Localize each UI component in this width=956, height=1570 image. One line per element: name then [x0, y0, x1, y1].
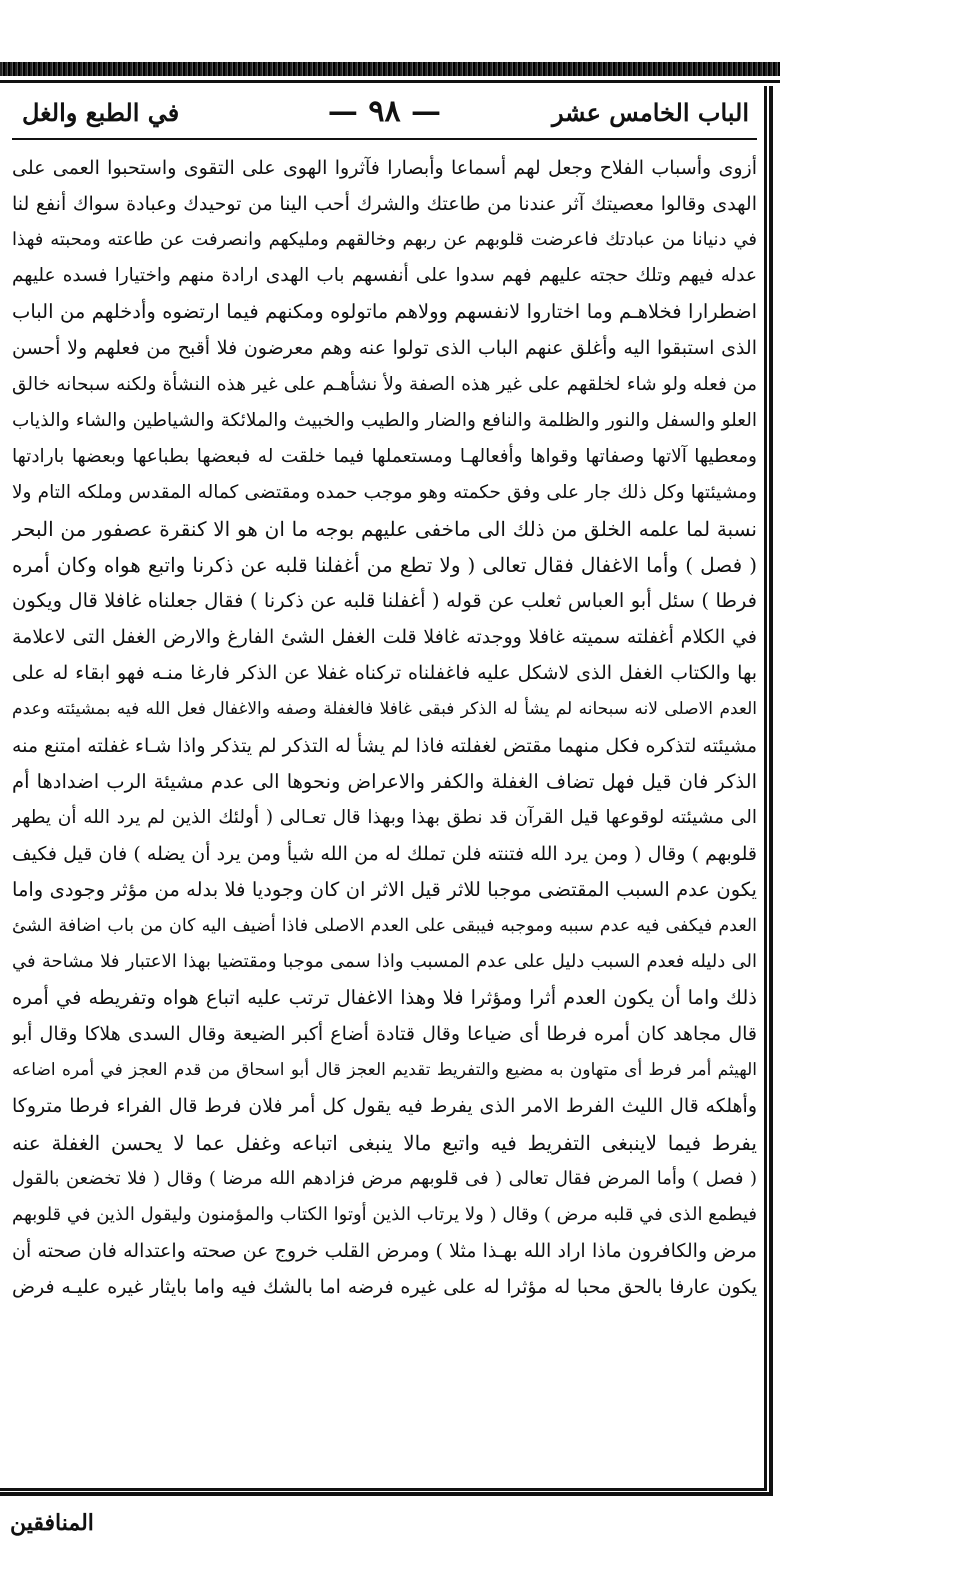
text-line: يكون عدم السبب المقتضى موجبا للاثر قيل الاثر ان كان وجوديا فلا بدله من مؤثر وجودى واما — [12, 877, 757, 901]
running-header — [12, 92, 757, 140]
text-line: من فعله ولو شاء لخلقهم على غير هذه الصفة ولأ نشأهـم على غير هذه النشأة ولكنه سبحانه خالق — [12, 373, 757, 395]
text-line: العلو والسفل والنور والظلمة والنافع والضار والطيب والخبيث والملائكة والشياطين والشاء والذياب — [12, 409, 757, 431]
text-line: ( فصل ) وأما الاغفال فقال تعالى ( ولا تطع من أغفلنا قلبه عن ذكرنا واتبع هواه وكان أمره — [12, 553, 757, 578]
text-line: في الكلام أغفلته سميته غافلا ووجدته غافلا قلت الغفل الشئ الفارغ والارض الغفل التى لاعلامة — [12, 626, 757, 649]
text-line: أزوى وأسباب الفلاح وجعل لهم أسماعا وأبصارا فآثروا الهوى على التقوى واستحبوا العمى على — [12, 157, 757, 179]
catchword: المنافقين — [10, 1510, 94, 1536]
page-number: — ٩٨ — — [327, 94, 442, 129]
text-line: نسبة لما علمه الخلق من ذلك الى ماخفى عليهم بوجه ما ان هو الا كنقرة عصفور من البحر — [12, 516, 757, 541]
frame-bottom-border — [0, 1492, 773, 1496]
text-line: الى مشيئته لوقوعها قيل القرآن قد نطق بهذا وبهذا قال تعـالى ( أولئك الذين لم يرد الله أن يطهر — [12, 806, 757, 828]
text-line: فرطا ) سئل أبو العباس ثعلب عن قوله ( أغفلنا قلبه عن ذكرنا ) فقال جعلناه غافلا قال ويكون — [12, 589, 757, 613]
text-line: الذكر فان قيل فهل تضاف الغفلة والكفر والاعراض ونحوها الى عدم مشيئة الرب اضدادها أم — [12, 769, 757, 793]
body-text — [12, 150, 757, 1305]
text-line: الى دليله فعدم السبب دليل على عدم المسبب واذا سمى موجبا ومقتضيا بهذا الاعتبار فلا مشاحة في — [12, 951, 757, 973]
text-line: قال مجاهد كان أمره فرطا أى ضياعا وقال قتادة أضاع أكبر الضيعة وقال السدى هلاكا وقال أبو — [12, 1023, 757, 1046]
text-line: مرض والكافرون ماذا اراد الله بهـذا مثلا ) ومرض القلب خروج عن صحته واعتداله فان صحته أن — [12, 1239, 757, 1262]
text-line: في دنيانا من عبادتك فاعرضت قلوبهم عن ربهم وخالقهم ومليكهم وانصرفت عن طاعته ومحبته فهذا — [12, 229, 757, 251]
text-line: العدم الاصلى لانه سبحانه لم يشأ له الذكر فبقى غافلا فالغفلة وصفه والاغفال فعل الله فيه بمشيئته وعدم — [12, 699, 757, 720]
text-line: ومشيئتها وكل ذلك جار على وفق حكمته وهو موجب حمده ومقتضى كماله المقدس وملكه التام ولا — [12, 481, 757, 503]
text-line: العدم فيكفى فيه عدم سببه وموجبه فيبقى على العدم الاصلى فاذا أضيف اليه كان من باب اضافة الشئ — [12, 915, 757, 936]
text-line: يكون عارفا بالحق محبا له مؤثرا له على غيره فرضه اما بالشك فيه واما بايثار غيره عليـه فرض — [12, 1275, 757, 1298]
text-line: فيطمع الذى في قلبه مرض ) وقال ( ولا يرتاب الذين أوتوا الكتاب والمؤمنون وليقول الذين في قلوبهم — [12, 1203, 757, 1225]
text-line: ( فصل ) وأما المرض فقال تعالى ( فى قلوبهم مرض فزادهم الله مرضا ) وقال ( فلا تخضعن بالقول — [12, 1167, 757, 1189]
section-title: في الطبع والغل — [22, 98, 180, 127]
text-line: وأهلكه قال الليث الفرط الامر الذى يفرط فيه يقول كل أمر فلان فرط قال الفراء فرطا متروكا — [12, 1095, 757, 1118]
text-line: اضطرارا فخلاهـم وما اختاروا لانفسهم وولاهم ماتولوه ومكنهم فيما ارتضوه وأدخلهم من الباب — [12, 300, 757, 324]
text-line: الهدى وقالوا معصيتك آثر عندنا من طاعتك والشرك أحب الينا من توحيدك وعبادة سواك أنفع لنا — [12, 193, 757, 216]
text-line: الذى استبقوا اليه وأغلق عنهم الباب الذى تولوا عنه وهم معرضون فلا أقبح من فعلهم ولا أحسن — [12, 337, 757, 360]
text-line: الهيثم أمر فرط أى متهاون به مضيع والتفريط تقديم العجز قال أبو اسحاق من قدم العجز في أمره اضاعه — [12, 1060, 757, 1081]
text-line: مشيئته لتذكره فكل منهما مقتض لغفلته فاذا لم يشأ له التذكر لم يتذكر واذا شـاء غفلته امتنع منه — [12, 734, 757, 757]
chapter-title: الباب الخامس عشر — [551, 98, 749, 127]
text-line: عدله فيهم وتلك حجته عليهم فهم سدوا على أنفسهم باب الهدى ارادة منهم واختيارا فسده عليهم — [12, 265, 757, 287]
top-decorative-rule — [0, 62, 780, 76]
text-line: ومعطيها آلاتها وصفاتها وقواها وأفعالهـا ومستعملها فيما خلقت له فبعضها بطباعها وبعضها بارادتها — [12, 445, 757, 467]
text-line: ذلك واما أن يكون العدم أثرا ومؤثرا فلا وهذا الاغفال ترتب عليه اتباع هواه وتفريطه في أمره — [12, 986, 757, 1010]
top-thin-rule — [0, 80, 780, 83]
text-line: بها والكتاب الغفل الذى لاشكل عليه فاغفلناه تركناه غفلا عن الذكر فارغا منـه فهو ابقاء له على — [12, 662, 757, 685]
text-line: قلوبهم ) وقال ( ومن يرد الله فتنته فلن تملك له من الله شيأ ومن يرد أن يضله ) فان قيل فكيف — [12, 842, 757, 865]
frame-right-border — [769, 86, 773, 1496]
text-line: يفرط فيما لاينبغى التفريط فيه واتبع مالا ينبغى اتباعه وغفل عما لا يحسن الغفلة عنه — [12, 1130, 757, 1155]
